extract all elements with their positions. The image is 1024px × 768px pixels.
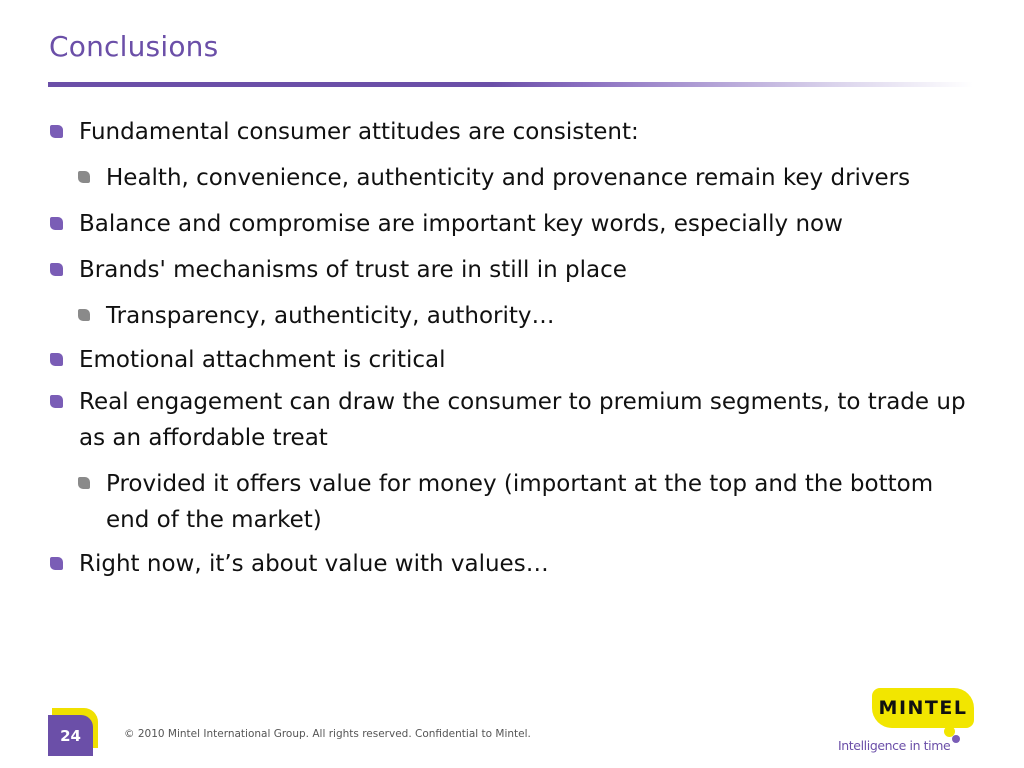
bullet-text: Transparency, authenticity, authority…: [106, 303, 555, 329]
bullet-text: Real engagement can draw the consumer to premium segments, to trade up as an affordable treat: [79, 389, 966, 451]
sub-bullet-marker-icon: [78, 309, 90, 321]
bullet-marker-icon: [50, 353, 63, 366]
logo-wordmark: MINTEL: [872, 688, 974, 728]
bullet-text: Emotional attachment is critical: [79, 347, 446, 373]
bullet-list: [48, 114, 978, 582]
logo-tagline: Intelligence in time: [838, 738, 951, 753]
bullet-text: Provided it offers value for money (important at the top and the bottom end of the market): [106, 471, 934, 533]
bullet-item: [48, 546, 978, 582]
bullet-item: [48, 342, 978, 378]
bullet-text: Fundamental consumer attitudes are consistent:: [79, 119, 639, 145]
bullet-marker-icon: [50, 125, 63, 138]
logo-dot-purple-icon: [952, 735, 960, 743]
bullet-item: [48, 206, 978, 242]
bullet-text: Health, convenience, authenticity and provenance remain key drivers: [106, 165, 911, 191]
bullet-item: [48, 384, 978, 456]
title-divider: [48, 82, 973, 87]
page-number-badge: [48, 708, 100, 756]
bullet-text: Balance and compromise are important key words, especially now: [79, 211, 843, 237]
bullet-text: Right now, it’s about value with values…: [79, 551, 549, 577]
slide-title: Conclusions: [49, 30, 219, 63]
bullet-marker-icon: [50, 217, 63, 230]
page-number: 24: [48, 715, 93, 756]
sub-bullet-item: [48, 466, 978, 538]
sub-bullet-item: [48, 160, 978, 196]
bullet-marker-icon: [50, 395, 63, 408]
bullet-item: [48, 252, 978, 288]
bullet-marker-icon: [50, 557, 63, 570]
sub-bullet-marker-icon: [78, 171, 90, 183]
bullet-marker-icon: [50, 263, 63, 276]
sub-bullet-item: [48, 298, 978, 334]
mintel-logo: [836, 688, 982, 760]
sub-bullet-marker-icon: [78, 477, 90, 489]
bullet-item: [48, 114, 978, 150]
copyright-text: © 2010 Mintel International Group. All rights reserved. Confidential to Mintel.: [124, 728, 531, 740]
bullet-text: Brands' mechanisms of trust are in still in place: [79, 257, 627, 283]
